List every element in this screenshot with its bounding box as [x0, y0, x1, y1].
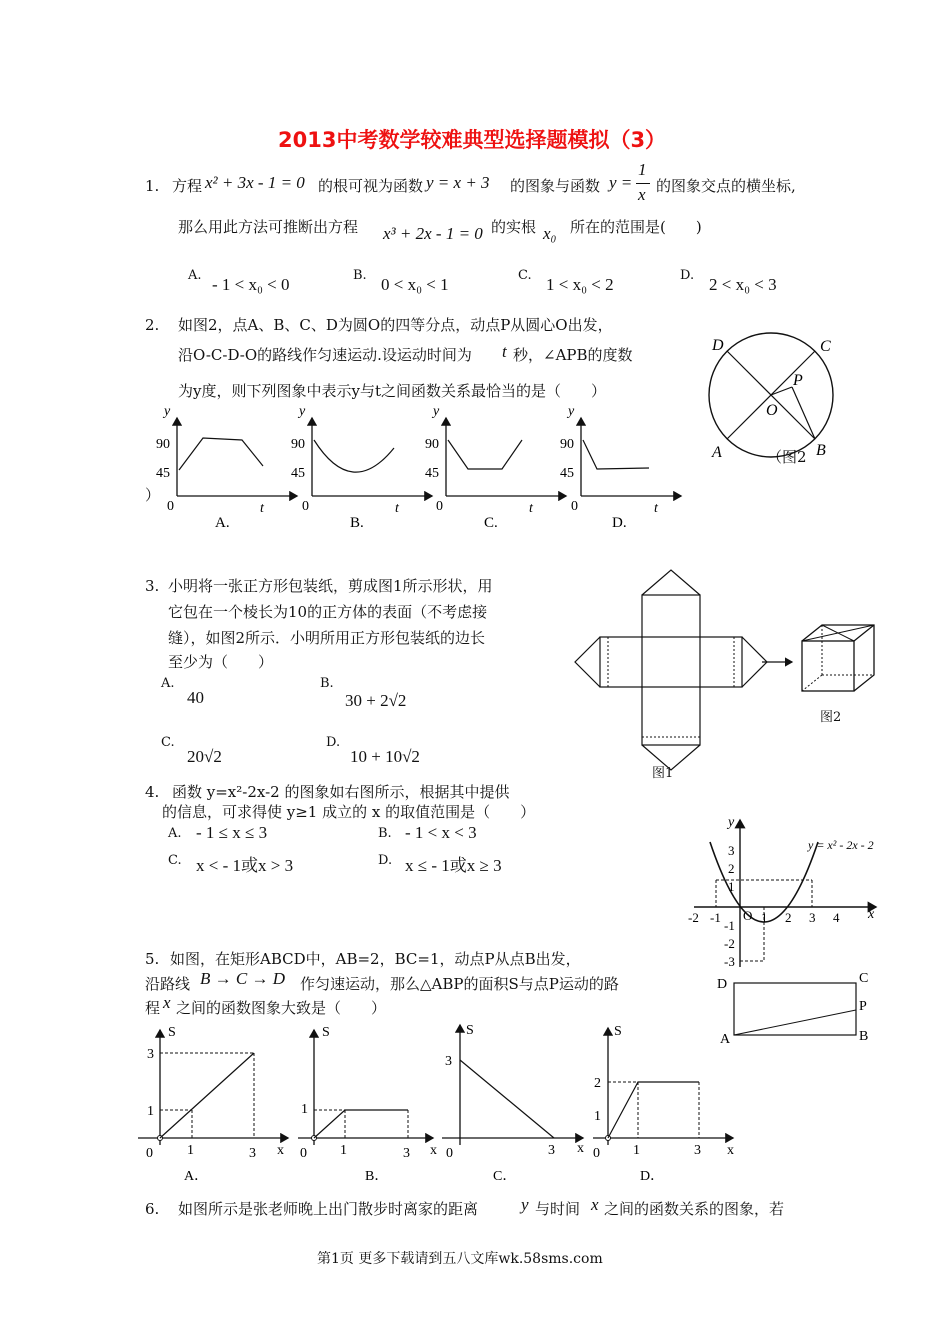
q2-stray-bracket: ） — [145, 486, 161, 504]
q3-text: 至少为（ ） — [168, 653, 274, 671]
q1-text: 所在的范围是( ) — [570, 218, 702, 236]
axis-label: x — [577, 1141, 584, 1156]
tick-label: 90 — [156, 437, 170, 452]
q1-option-letter: A. — [188, 268, 202, 283]
q5-graph-b — [298, 1025, 437, 1184]
tick-label: 2 — [594, 1076, 601, 1091]
q4-text: 函数 y=x²-2x-2 的图象如右图所示，根据其中提供 — [172, 783, 510, 801]
q1-number: 1. — [145, 177, 160, 195]
point-d-label: D — [712, 337, 724, 354]
origin-label: 0 — [300, 1146, 307, 1161]
figure-2-caption: 图2 — [820, 710, 842, 725]
q3-option-letter: D. — [326, 735, 341, 750]
q1-text: 的实根 — [491, 218, 537, 236]
q3-text: 它包在一个棱长为10的正方体的表面（不考虑接 — [168, 603, 488, 621]
tick-label: 3 — [548, 1143, 555, 1158]
q3-option-letter: C. — [161, 735, 175, 750]
q1-option-letter: C. — [518, 268, 532, 283]
q1-text: 的图象交点的横坐标, — [656, 177, 796, 195]
tick-label: 3 — [147, 1047, 154, 1062]
graph-option-label: A. — [215, 515, 230, 531]
tick-label: 3 — [249, 1146, 256, 1161]
tick-label: 1 — [594, 1109, 601, 1124]
figure-caption: （图2 — [767, 448, 807, 466]
q2-graph-b — [291, 404, 432, 531]
tick-label: 45 — [291, 466, 305, 481]
q1-option-letter: D. — [680, 268, 695, 283]
q1-text: 方程 — [172, 177, 203, 195]
q3-option-value: 10 + 10√2 — [350, 747, 420, 766]
tick-label: 3 — [403, 1146, 410, 1161]
axis-label: t — [395, 501, 399, 516]
q2-graph-d — [560, 404, 681, 531]
axis-label: x — [727, 1143, 734, 1158]
point-p-label: P — [793, 372, 803, 389]
tick-label: 3 — [728, 843, 735, 858]
q1-equation: x² + 3x - 1 = 0 — [205, 173, 305, 192]
q1-option-value: 0 < x₀ < 1 — [381, 275, 449, 294]
q4-text: 的信息，可求得使 y≥1 成立的 x 的取值范围是（ ） — [162, 803, 536, 821]
graph-option-label: C． — [493, 1169, 517, 1184]
q5-graph-a — [138, 1025, 288, 1184]
q1-fraction-denominator: x — [638, 185, 646, 204]
tick-label: 3 — [445, 1054, 452, 1069]
q6-text: 与时间 — [535, 1200, 581, 1218]
tick-label: 1 — [761, 910, 768, 925]
q4-option-value: x ≤ - 1或x ≥ 3 — [405, 856, 502, 875]
tick-label: 3 — [809, 910, 816, 925]
tick-label: 45 — [425, 466, 439, 481]
origin-label: 0 — [167, 499, 174, 514]
q2-text: 秒，∠APB的度数 — [513, 346, 633, 364]
q4-option-value: x < - 1或x > 3 — [196, 856, 294, 875]
axis-label: x — [868, 907, 875, 922]
tick-label: 90 — [425, 437, 439, 452]
point-d-label: D — [717, 977, 728, 992]
q5-x-variable: x — [163, 993, 171, 1012]
graph-option-label: B． — [365, 1169, 389, 1184]
q3-option-value: 20√2 — [187, 747, 222, 766]
tick-label: 3 — [694, 1143, 701, 1158]
point-a-label: A — [720, 1032, 731, 1047]
q1-function: y = — [609, 173, 633, 192]
tick-label: 90 — [560, 437, 574, 452]
q5-graph-c — [442, 1023, 584, 1184]
axis-label: y — [728, 815, 735, 830]
tick-label: 1 — [340, 1143, 347, 1158]
q3-option-value: 40 — [187, 688, 204, 707]
q6-text: 如图所示是张老师晚上出门散步时离家的距离 — [178, 1200, 479, 1218]
graph-b-curve — [314, 440, 394, 472]
q3-text: 小明将一张正方形包装纸，剪成图1所示形状，用 — [168, 577, 493, 595]
point-b-label: B — [859, 1029, 869, 1044]
origin-label: 0 — [302, 499, 309, 514]
q5-text: 作匀速运动，那么△ABP的面积S与点P运动的路 — [300, 975, 619, 993]
axis-label: S — [466, 1023, 474, 1038]
graph-c-curve — [448, 440, 522, 469]
page-footer: 第1页 更多下载请到五八文库wk.58sms.com — [317, 1251, 603, 1267]
q2-text: 沿O-C-D-O的路线作匀速运动.设运动时间为 — [178, 346, 472, 364]
tick-label: 2 — [785, 910, 792, 925]
axis-label: y — [433, 404, 440, 419]
q2-graphs — [150, 400, 690, 535]
tick-label: 2 — [728, 861, 735, 876]
point-c-label: C — [859, 971, 869, 986]
graph-a-curve — [179, 438, 263, 470]
axis-label: S — [322, 1025, 330, 1040]
q3-option-value: 30 + 2√2 — [345, 691, 407, 710]
q2-graph-c — [425, 404, 566, 531]
origin-label: 0 — [593, 1146, 600, 1161]
graph-option-label: D. — [612, 515, 627, 531]
origin-label: 0 — [436, 499, 443, 514]
point-o-label: O — [766, 402, 778, 419]
q1-text: 的根可视为函数 — [318, 177, 424, 195]
q3-text: 缝），如图2所示．小明所用正方形包装纸的边长 — [168, 629, 486, 647]
parabola-equation: y = x² - 2x - 2 — [808, 838, 874, 852]
q5-text: 沿路线 — [145, 975, 191, 993]
q6-number: 6. — [145, 1200, 160, 1218]
q2-graph-a — [156, 404, 297, 531]
q2-number: 2. — [145, 316, 160, 334]
q4-option-letter: C. — [168, 853, 182, 868]
q1-option-value: - 1 < x₀ < 0 — [212, 275, 290, 294]
axis-label: t — [529, 501, 533, 516]
q1-equation: x³ + 2x - 1 = 0 — [383, 224, 483, 243]
q1-root: x₀ — [543, 224, 557, 243]
origin-label: 0 — [146, 1146, 153, 1161]
axis-label: t — [260, 501, 264, 516]
q2-circle-figure — [700, 325, 850, 465]
tick-label: -2 — [688, 910, 699, 925]
axis-label: x — [277, 1143, 284, 1158]
origin-label: 0 — [571, 499, 578, 514]
q5-text: 之间的函数图象大致是（ ） — [176, 999, 387, 1017]
tick-label: 90 — [291, 437, 305, 452]
tick-label: -2 — [724, 936, 735, 951]
q2-time-variable: t — [502, 342, 507, 361]
tick-label: 1 — [728, 879, 735, 894]
axis-label: S — [168, 1025, 176, 1040]
q1-fraction-numerator: 1 — [638, 160, 647, 179]
tick-label: 4 — [833, 910, 840, 925]
page-title: 2013中考数学较难典型选择题模拟（3） — [278, 128, 667, 152]
tick-label: 45 — [156, 466, 170, 481]
q6-text: 之间的函数关系的图象，若 — [604, 1200, 785, 1218]
q4-number: 4. — [145, 783, 160, 801]
point-b-label: B — [816, 442, 826, 459]
q3-option-letter: B. — [320, 676, 334, 691]
q6-y-variable: y — [521, 1195, 529, 1214]
tick-label: -1 — [724, 918, 735, 933]
q5-number: 5. — [145, 950, 160, 968]
figure-1-caption: 图1 — [652, 766, 674, 781]
tick-label: -1 — [710, 910, 721, 925]
q3-net-figure — [570, 565, 890, 780]
q2-text: 如图2，点A、B、C、D为圆O的四等分点，动点P从圆心O出发， — [178, 316, 613, 334]
axis-label: y — [164, 404, 171, 419]
q4-option-letter: B. — [378, 826, 392, 841]
q6-x-variable: x — [591, 1195, 599, 1214]
q1-function: y = x + 3 — [426, 173, 490, 192]
q4-option-letter: D. — [378, 853, 393, 868]
q5-route: B → C → D — [200, 969, 285, 988]
origin-label: O — [743, 908, 753, 923]
q5-graph-d — [593, 1024, 734, 1184]
q1-option-value: 1 < x₀ < 2 — [546, 275, 614, 294]
tick-label: -3 — [724, 954, 735, 969]
tick-label: 45 — [560, 466, 574, 481]
q1-text: 那么用此方法可推断出方程 — [178, 218, 359, 236]
point-a-label: A — [712, 444, 722, 461]
q4-option-value: - 1 < x < 3 — [405, 823, 477, 842]
origin-label: 0 — [446, 1146, 453, 1161]
q5-text: 如图，在矩形ABCD中，AB=2，BC=1，动点P从点B出发， — [170, 950, 581, 968]
point-p-label: P — [859, 999, 867, 1014]
tick-label: 1 — [187, 1143, 194, 1158]
q3-number: 3. — [145, 577, 160, 595]
axis-label: x — [430, 1143, 437, 1158]
graph-option-label: B. — [350, 515, 364, 531]
q5-graphs — [138, 1020, 753, 1185]
axis-label: t — [654, 501, 658, 516]
point-c-label: C — [820, 338, 831, 355]
q4-parabola-graph — [688, 812, 893, 972]
axis-label: y — [299, 404, 306, 419]
axis-label: y — [568, 404, 575, 419]
graph-option-label: A． — [184, 1169, 209, 1184]
q2-text: 为y度，则下列图象中表示y与t之间函数关系最恰当的是（ ） — [178, 382, 606, 400]
tick-label: 1 — [301, 1102, 308, 1117]
q4-option-value: - 1 ≤ x ≤ 3 — [196, 823, 268, 842]
q5-text: 程 — [145, 999, 161, 1017]
graph-d-curve — [583, 440, 649, 469]
tick-label: 1 — [633, 1143, 640, 1158]
axis-label: S — [614, 1024, 622, 1039]
graph-option-label: D． — [640, 1169, 665, 1184]
tick-label: 1 — [147, 1104, 154, 1119]
q1-text: 的图象与函数 — [510, 177, 601, 195]
fraction-bar — [636, 183, 650, 184]
graph-option-label: C. — [484, 515, 498, 531]
q1-option-letter: B. — [353, 268, 367, 283]
q4-option-letter: A. — [168, 826, 182, 841]
q1-option-value: 2 < x₀ < 3 — [709, 275, 777, 294]
q3-option-letter: A. — [161, 676, 175, 691]
